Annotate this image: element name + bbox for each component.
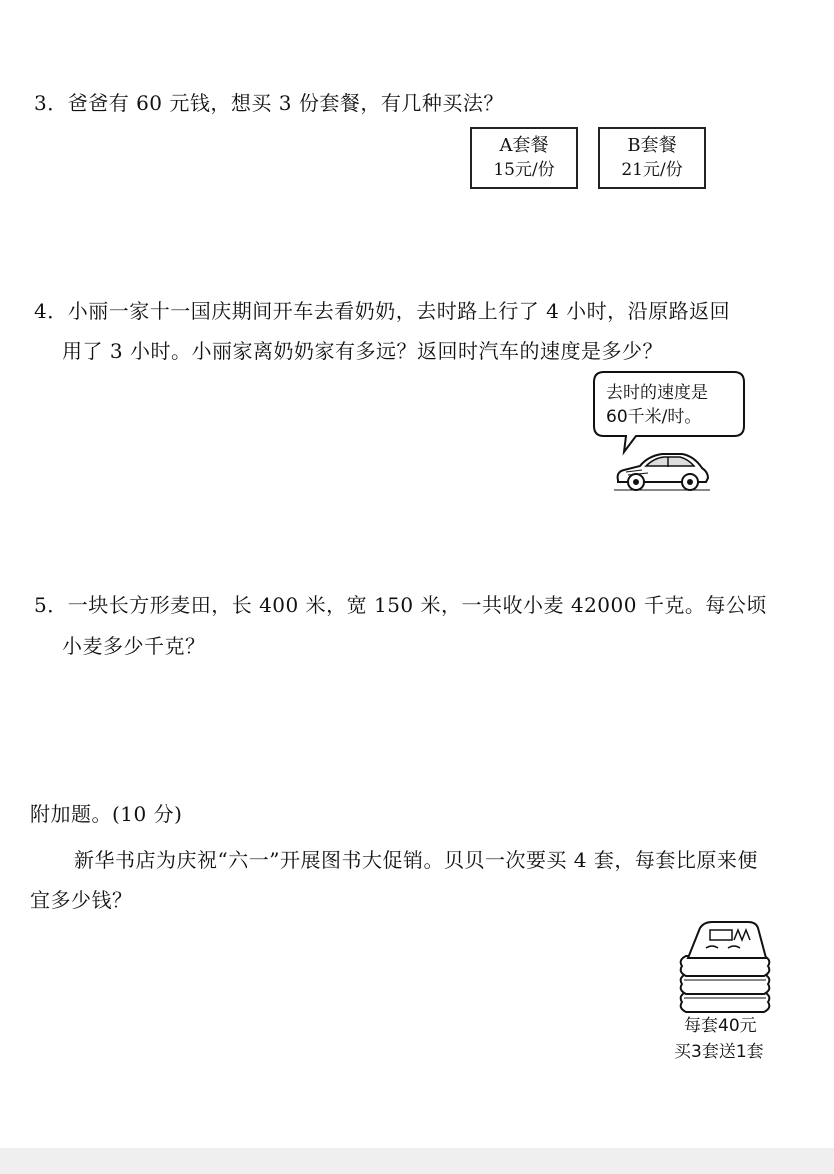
question-4-line1: 4．小丽一家十一国庆期间开车去看奶奶，去时路上行了 4 小时，沿原路返回 xyxy=(34,299,731,323)
meal-a-price: 15元/份 xyxy=(493,160,555,180)
books-icon xyxy=(672,918,778,1016)
question-5-line2: 小麦多少千克？ xyxy=(62,634,206,658)
meal-a-title: A套餐 xyxy=(499,135,549,156)
question-3-text: 3．爸爸有 60 元钱，想买 3 份套餐，有几种买法？ xyxy=(34,91,504,115)
page-bottom-strip xyxy=(0,1148,834,1174)
meal-a-card xyxy=(470,127,578,189)
bonus-line1: 新华书店为庆祝“六一”开展图书大促销。贝贝一次要买 4 套，每套比原来便 xyxy=(74,848,758,872)
question-5-line1: 5．一块长方形麦田，长 400 米，宽 150 米，一共收小麦 42000 千克。每公顷 xyxy=(34,593,767,617)
bonus-heading: 附加题。(10 分) xyxy=(30,802,183,826)
car-icon xyxy=(612,444,712,494)
question-4-line2: 用了 3 小时。小丽家离奶奶家有多远？返回时汽车的速度是多少？ xyxy=(62,339,663,363)
bonus-line2: 宜多少钱？ xyxy=(30,888,133,912)
books-caption-2: 买3套送1套 xyxy=(674,1042,764,1062)
meal-b-title: B套餐 xyxy=(627,135,677,156)
bubble-line2: 60千米/时。 xyxy=(606,407,702,427)
meal-b-price: 21元/份 xyxy=(621,160,683,180)
meal-b-card xyxy=(598,127,706,189)
books-caption-1: 每套40元 xyxy=(684,1016,757,1036)
bubble-line1: 去时的速度是 xyxy=(606,383,708,403)
